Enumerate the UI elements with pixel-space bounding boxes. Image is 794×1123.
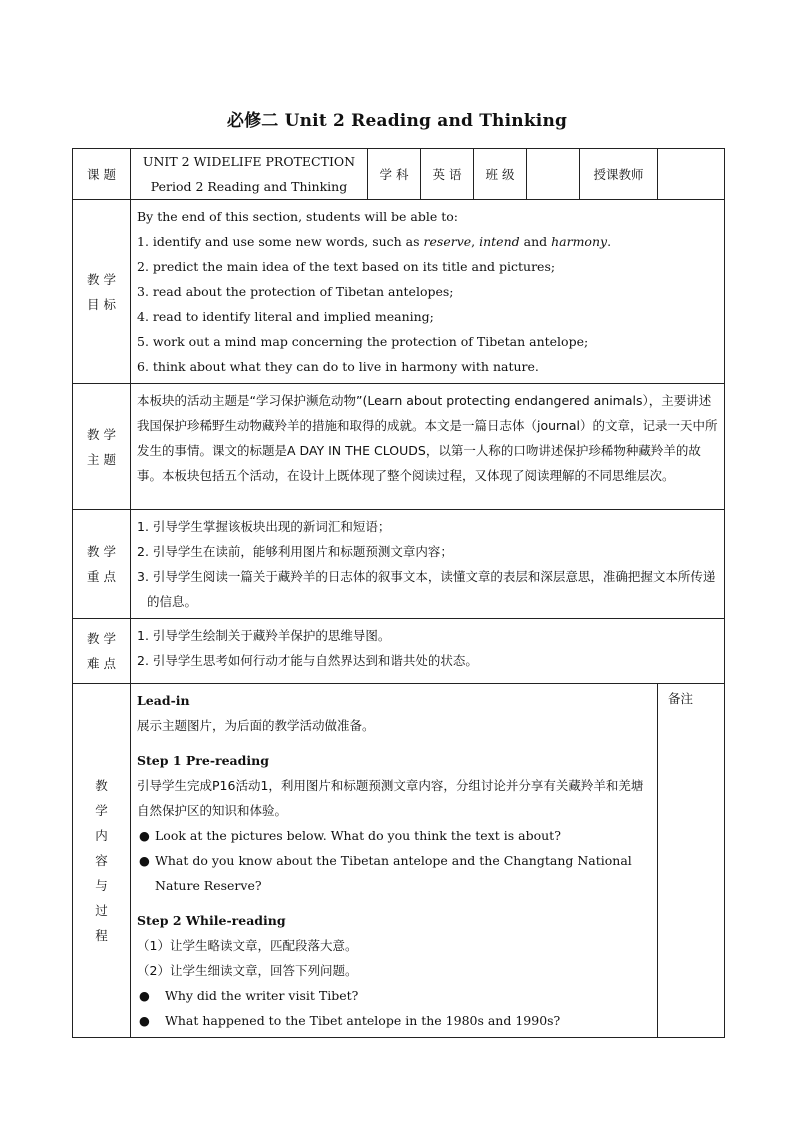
header-row — [73, 149, 725, 200]
subject-label: 学 科 — [368, 149, 421, 200]
class-label: 班 级 — [474, 149, 527, 200]
difficulties-row — [73, 619, 725, 684]
teacher-label: 授课教师 — [580, 149, 658, 200]
bullet-icon: ● — [139, 828, 150, 843]
theme-row — [73, 384, 725, 510]
subject-value: 英 语 — [421, 149, 474, 200]
step2-title: Step 2 While-reading — [137, 913, 286, 928]
topic-label: 课 题 — [73, 149, 131, 200]
step2-item: （1）让学生略读文章，匹配段落大意。 — [137, 938, 358, 953]
difficulty-item: 1. 引导学生绘制关于藏羚羊保护的思维导图。 — [137, 628, 391, 643]
theme-text: 本板块的活动主题是“学习保护濒危动物”(Learn about protecting endangered animals），主要讲述我国保护珍稀野生动物藏羚羊的措施和取得的成就。本文是一篇日志体（journal）的文章，记录一天中所发生的事情。课文的标题是A DAY IN THE CLOUDS，以第一人称的口吻讲述保护珍稀物种藏羚羊的故事。本板块包括五个活动，在设计上既体现了整个阅读过程，又体现了阅读理解的不同思维层次。 — [137, 393, 718, 483]
key-points-content — [131, 510, 725, 619]
step1-bullet: ● Look at the pictures below. What do you think the text is about? — [137, 823, 651, 848]
difficulty-item: 2. 引导学生思考如何行动才能与自然界达到和谐共处的状态。 — [137, 653, 478, 668]
process-content — [131, 684, 658, 1038]
step2-bullet: ● Why did the writer visit Tibet? — [137, 983, 651, 1008]
key-point-item: 3. 引导学生阅读一篇关于藏羚羊的日志体的叙事文本，读懂文章的表层和深层意思，准确把握文本所传递的信息。 — [137, 569, 716, 609]
topic-value — [131, 149, 368, 200]
objectives-row — [73, 200, 725, 384]
step1-bullet: ● What do you know about the Tibetan antelope and the Changtang National Nature Reserve? — [137, 848, 651, 898]
notes-label: 备注 — [668, 691, 694, 706]
notes-column — [658, 684, 725, 1038]
theme-label: 教 学 主 题 — [73, 384, 131, 510]
difficulties-label: 教 学 难 点 — [73, 619, 131, 684]
objectives-intro: By the end of this section, students will be able to: — [137, 209, 459, 224]
objective-item: 2. predict the main idea of the text based on its title and pictures; — [137, 259, 556, 274]
key-point-item: 1. 引导学生掌握该板块出现的新词汇和短语； — [137, 519, 391, 534]
key-point-item: 2. 引导学生在读前，能够利用图片和标题预测文章内容； — [137, 544, 453, 559]
bullet-icon: ● — [139, 988, 150, 1003]
step2-item: （2）让学生细读文章，回答下列问题。 — [137, 963, 358, 978]
objective-item: 4. read to identify literal and implied meaning; — [137, 309, 434, 324]
teacher-value — [658, 149, 725, 200]
process-label: 教 学 内 容 与 过 程 — [73, 684, 131, 1038]
lesson-plan-table — [72, 148, 725, 1038]
objective-item: 3. read about the protection of Tibetan antelopes; — [137, 284, 454, 299]
objective-item: 1. identify and use some new words, such as reserve, intend and harmony. — [137, 234, 612, 249]
objectives-label: 教 学 目 标 — [73, 200, 131, 384]
bullet-icon: ● — [139, 1013, 150, 1028]
objectives-content — [131, 200, 725, 384]
bullet-icon: ● — [139, 853, 150, 868]
objective-item: 5. work out a mind map concerning the protection of Tibetan antelope; — [137, 334, 589, 349]
step1-title: Step 1 Pre-reading — [137, 753, 269, 768]
topic-line-2: Period 2 Reading and Thinking — [150, 179, 348, 194]
class-value — [527, 149, 580, 200]
theme-content — [131, 384, 725, 510]
objective-item: 6. think about what they can do to live in harmony with nature. — [137, 359, 539, 374]
lead-in-text: 展示主题图片，为后面的教学活动做准备。 — [137, 718, 375, 733]
step1-text: 引导学生完成P16活动1，利用图片和标题预测文章内容，分组讨论并分享有关藏羚羊和羌塘自然保护区的知识和体验。 — [137, 778, 644, 818]
step2-bullet: ● What happened to the Tibet antelope in the 1980s and 1990s? — [137, 1008, 651, 1033]
topic-line-1: UNIT 2 WIDELIFE PROTECTION — [142, 154, 356, 169]
lead-in-title: Lead-in — [137, 693, 190, 708]
process-row — [73, 684, 725, 1038]
key-points-label: 教 学 重 点 — [73, 510, 131, 619]
key-points-row — [73, 510, 725, 619]
page-title: 必修二 Unit 2 Reading and Thinking — [226, 111, 568, 131]
difficulties-content — [131, 619, 725, 684]
